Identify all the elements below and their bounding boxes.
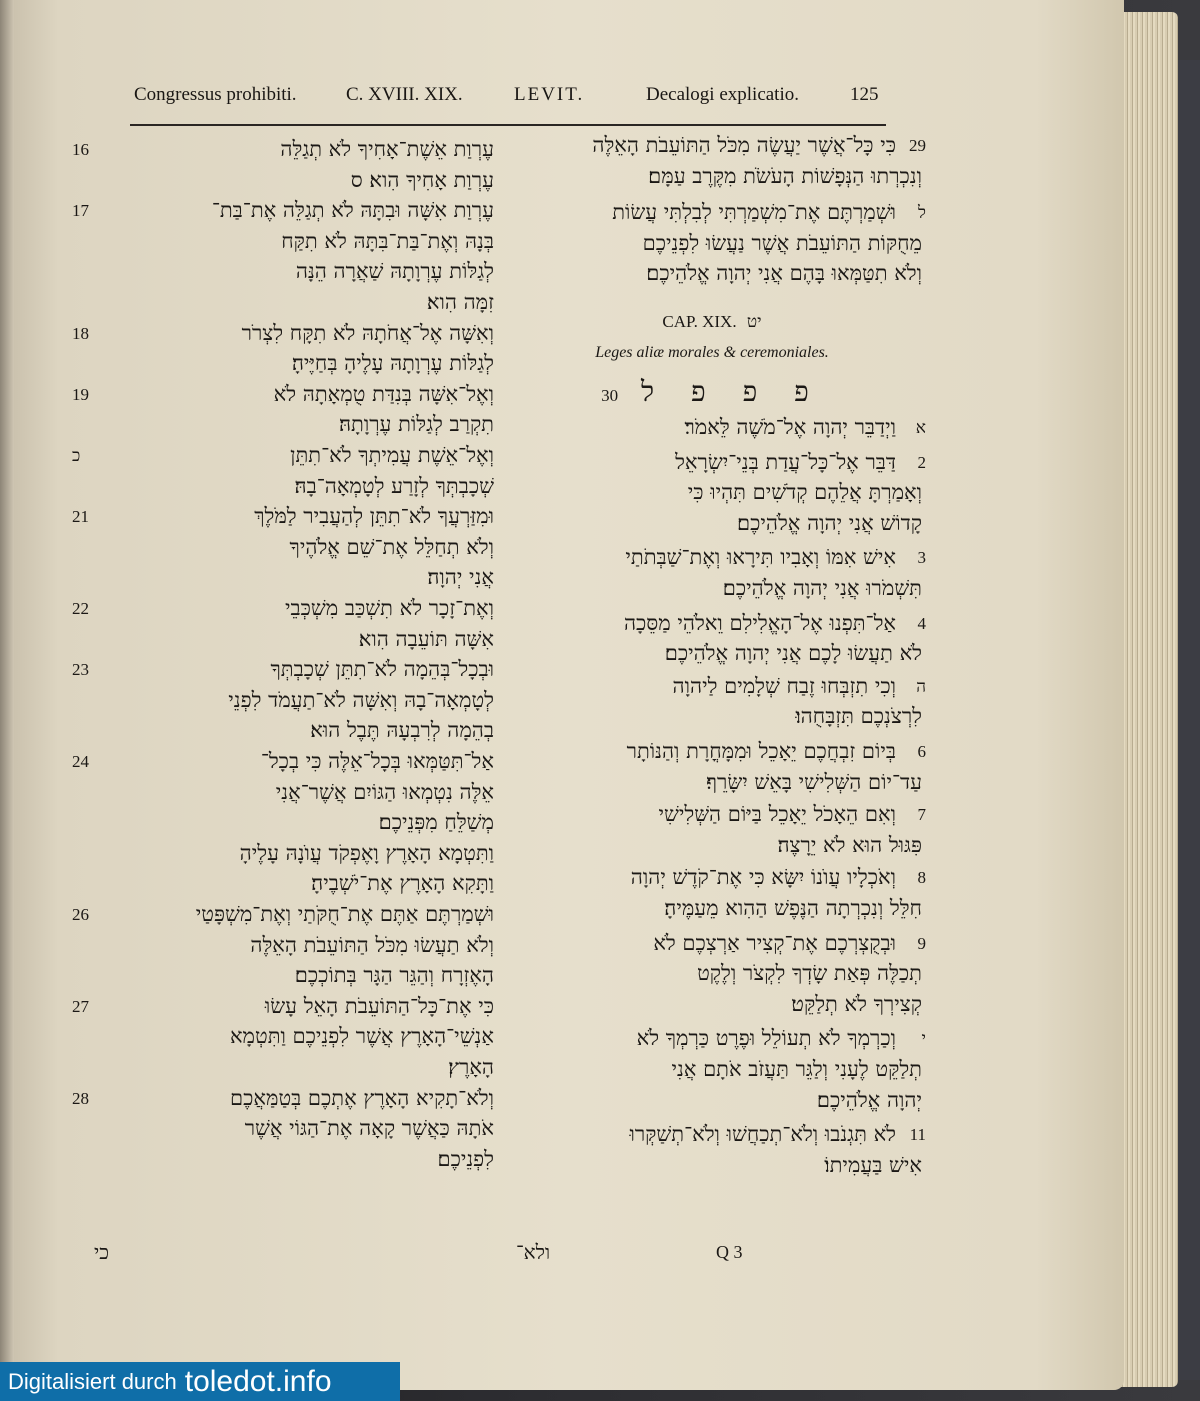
hebrew-line: עֶרְוַת אָחִיךָ הִוא׃ ס xyxy=(350,167,494,192)
hebrew-line: פִּגּוּל הוּא לֹא יֵרָצֶה׃ xyxy=(777,832,922,857)
verse-number: 22 xyxy=(72,599,89,618)
facing-page-edge xyxy=(0,0,14,1401)
verse-number: א xyxy=(915,418,926,437)
hebrew-line: כִּי אֶת־כָּל־הַתּוֹעֵבֹת הָאֵל עָשׂוּ xyxy=(264,993,494,1018)
hebrew-line: וְלֹא תְחַלֵּל אֶת־שֵׁם אֱלֹהֶיךָ xyxy=(289,534,494,559)
verse-number: 26 xyxy=(72,905,89,924)
verse-number: 21 xyxy=(72,507,89,527)
hebrew-line: קְצִירְךָ לֹא תְלַקֵּט׃ xyxy=(791,991,922,1016)
hebrew-line: זִמָּה הִוא׃ xyxy=(426,290,494,314)
hebrew-line: עֶרְוַת אִשָּׁה וּבִתָּהּ לֹא תְגַלֵּה אֶת־בַּת־ xyxy=(211,198,494,223)
verse-number: 28 xyxy=(72,1088,89,1108)
book-page xyxy=(14,0,1124,1390)
verse-number: 8 xyxy=(917,868,926,888)
verse-number: ל xyxy=(918,203,926,223)
hebrew-line: וְאָמַרְתָּ אֲלֵהֶם קְדֹשִׁים תִּהְיוּ כִּי xyxy=(687,480,922,505)
verse-number: כ xyxy=(72,446,81,465)
hebrew-line: תִּשְׁמֹרוּ אֲנִי יְהוָה אֱלֹהֵיכֶם׃ xyxy=(722,576,922,600)
hebrew-line: כִּי כָּל־אֲשֶׁר יַעֲשֶׂה מִכֹּל הַתּוֹעֵבֹת הָאֵלֶּה xyxy=(592,133,896,157)
chapter-title-text: CAP. XIX. xyxy=(662,312,737,331)
chapter-subtitle: Leges aliæ morales & ceremoniales. xyxy=(595,344,829,361)
chapter-hebrew-number: יט xyxy=(746,312,762,331)
header-left-title: Congressus prohibiti. xyxy=(134,84,297,105)
hebrew-line: וְלֹא תַעֲשׂוּ מִכֹּל הַתּוֹעֵבֹת הָאֵלֶּה xyxy=(250,932,494,957)
hebrew-line: דַּבֵּר אֶל־כָּל־עֲדַת בְּנֵי־יִשְׂרָאֵל xyxy=(675,449,896,474)
signature-mark: Q 3 xyxy=(716,1242,743,1262)
verse-number: 29 xyxy=(909,136,926,155)
hebrew-line: אַל־תִּפְנוּ אֶל־הָאֱלִילִם וֵאלֹהֵי מַסֵּכָה xyxy=(623,610,896,635)
hebrew-line: לְגַלּוֹת עֶרְוָתָהּ שַׁאֲרָה הֵנָּה xyxy=(295,259,494,284)
verse-number: 23 xyxy=(72,660,89,680)
verse-number: 24 xyxy=(72,752,89,771)
header-book: LEVIT. xyxy=(514,84,585,105)
watermark-site: toledot.info xyxy=(184,1364,332,1398)
hebrew-line: לִרְצֹנְכֶם תִּזְבָּחֻהוּ׃ xyxy=(795,704,922,729)
hebrew-line: וְאֶל־אֵשֶׁת עֲמִיתְךָ לֹא־תִתֵּן xyxy=(290,443,494,467)
header-chapter: C. XVIII. XIX. xyxy=(346,84,463,105)
hebrew-line: וַתִּטְמָא הָאָרֶץ וָאֶפְקֹד עֲוֺנָהּ עָלֶיהָ xyxy=(239,840,494,865)
hebrew-line: לֹא תַעֲשׂוּ לָכֶם אֲנִי יְהוָה אֱלֹהֵיכֶם׃ xyxy=(664,641,922,666)
hebrew-line: וְלֹא תִטַּמְּאוּ בָּהֶם אֲנִי יְהוָה אֱלֹהֵיכֶם׃ xyxy=(646,261,922,286)
verse-number: י xyxy=(921,1029,926,1049)
verse-number: 18 xyxy=(72,323,89,343)
hebrew-line: לִפְנֵיכֶם׃ xyxy=(437,1146,494,1171)
hebrew-line: וּמִזַּרְעֲךָ לֹא־תִתֵּן לְהַעֲבִיר לַמֹּלֶךְ xyxy=(254,504,494,529)
verse-number: 6 xyxy=(917,742,926,761)
verse-number: 4 xyxy=(917,613,926,633)
verse-number: 19 xyxy=(72,384,89,404)
hebrew-line: עַד־יוֹם הַשְּׁלִישִׁי בָּאֵשׁ יִשָּׂרֵף׃ xyxy=(706,769,922,794)
hebrew-line: בְּנָהּ וְאֶת־בַּת־בִּתָּהּ לֹא תִקַּח xyxy=(281,228,494,253)
hebrew-line: וּשְׁמַרְתֶּם אַתֶּם אֶת־חֻקֹּתַי וְאֶת־מִשְׁפָּטַי xyxy=(195,902,494,926)
hebrew-line: תְכַלֶּה פְּאַת שָׂדְךָ לִקְצֹר וְלֶקֶט xyxy=(697,961,922,986)
hebrew-line: וְאִשָּׁה אֶל־אֲחֹתָהּ לֹא תִקָּח לִצְרֹר xyxy=(241,320,494,345)
hebrew-line: עֶרְוַת אֵשֶׁת־אָחִיךָ לֹא תְגַלֵּה xyxy=(280,137,494,161)
hebrew-line: וּבְקֻצְרְכֶם אֶת־קְצִיר אַרְצְכֶם לֹא xyxy=(653,930,896,955)
hebrew-line: אֹתָהּ כַּאֲשֶׁר קָאָה אֶת־הַגּוֹי אֲשֶׁר xyxy=(244,1116,494,1141)
hebrew-line: וְאֹכְלָיו עֲוֺנוֹ יִשָּׂא כִּי אֶת־קֹדֶשׁ יְהוָה xyxy=(630,865,896,890)
hebrew-line: וְנִכְרְתוּ הַנְּפָשׁוֹת הָעֹשֹׂת מִקֶּרֶב עַמָּם׃ xyxy=(648,163,922,188)
verse-number: 11 xyxy=(909,1125,926,1145)
hebrew-line: וּשְׁמַרְתֶּם אֶת־מִשְׁמַרְתִּי לְבִלְתִּי עֲשׂוֹת xyxy=(612,200,896,225)
parasha-marks xyxy=(502,375,922,409)
hebrew-line: יְהוָה אֱלֹהֵיכֶם׃ xyxy=(816,1087,922,1112)
hebrew-line: וַיְדַבֵּר יְהוָה אֶל־מֹשֶׁה לֵּאמֹר׃ xyxy=(684,415,896,439)
watermark-prefix: Digitalisiert durch xyxy=(8,1368,177,1394)
hebrew-line: חִלֵּל וְנִכְרְתָה הַנֶּפֶשׁ הַהִוא מֵעַמֶּיהָ׃ xyxy=(664,896,922,920)
hebrew-line: וַתָּקִא הָאָרֶץ אֶת־יֹשְׁבֶיהָ׃ xyxy=(311,871,494,896)
hebrew-line: מְשַׁלֵּחַ מִפְּנֵיכֶם׃ xyxy=(378,810,494,835)
verse-number: 16 xyxy=(72,140,89,159)
hebrew-line: לְגַלּוֹת עֶרְוָתָהּ עָלֶיהָ בְּחַיֶּיהָ׃ xyxy=(291,351,494,376)
verse-number: 17 xyxy=(72,201,89,221)
right-column xyxy=(502,130,926,1280)
running-header xyxy=(114,84,894,120)
hebrew-line: וְאֶל־אִשָּׁה בְּנִדַּת טֻמְאָתָהּ לֹא xyxy=(273,381,494,406)
hebrew-line: לֹא תִּגְנֹבוּ וְלֹא־תְכַחֲשׁוּ וְלֹא־תְשַׁקְּרוּ xyxy=(629,1122,896,1147)
digitization-watermark xyxy=(0,1362,400,1401)
hebrew-line: הָאָרֶץ׃ xyxy=(448,1055,494,1079)
parasha-letters: פ פ פ ל xyxy=(641,375,823,408)
header-right-title: Decalogi explicatio. xyxy=(646,84,799,105)
hebrew-line: אֵלֶּה נִטְמְאוּ הַגּוֹיִם אֲשֶׁר־אֲנִי xyxy=(275,779,494,804)
hebrew-line: תִקְרַב לְגַלּוֹת עֶרְוָתָהּ׃ xyxy=(338,412,494,437)
verse-number: 2 xyxy=(917,452,926,472)
catchword-left: כי xyxy=(94,1240,110,1264)
hebrew-line: הָאֶזְרָח וְהַגֵּר הַגָּר בְּתוֹכְכֶם׃ xyxy=(294,963,494,988)
hebrew-line: וְכַרְמְךָ לֹא תְעוֹלֵל וּפֶרֶט כַּרְמְךָ לֹא xyxy=(636,1026,896,1051)
hebrew-line: בְהֵמָה לְרִבְעָהּ תֶּבֶל הוּא׃ xyxy=(310,718,494,743)
page-number: 125 xyxy=(850,84,879,105)
hebrew-line: תְלַקֵּט לֶעָנִי וְלַגֵּר תַּעֲזֹב אֹתָם אֲנִי xyxy=(671,1057,922,1081)
hebrew-line: קָדוֹשׁ אֲנִי יְהוָה אֱלֹהֵיכֶם׃ xyxy=(737,510,922,535)
header-rule xyxy=(130,124,886,126)
verse-number: 7 xyxy=(917,805,926,825)
hebrew-line: אִשָּׁה תּוֹעֵבָה הִוא׃ xyxy=(358,626,494,651)
verse-number: 3 xyxy=(917,548,926,568)
hebrew-line: מֵחֻקּוֹת הַתּוֹעֵבֹת אֲשֶׁר נַעֲשׂוּ לִפְנֵיכֶם xyxy=(642,230,922,255)
hebrew-line: לְטָמְאָה־בָהּ וְאִשָּׁה לֹא־תַעֲמֹד לִפְנֵי xyxy=(228,687,494,712)
catchword-right: ולא־ xyxy=(516,1240,551,1264)
hebrew-line: וְאֶת־זָכָר לֹא תִשְׁכַּב מִשְׁכְּבֵי xyxy=(285,596,494,620)
hebrew-line: אַל־תִּטַּמְּאוּ בְּכָל־אֵלֶּה כִּי בְכָל־ xyxy=(260,749,494,773)
parasha-count: 30 xyxy=(601,386,619,405)
hebrew-line: בְּיוֹם זִבְחֲכֶם יֵאָכֵל וּמִמָּחֳרָת וְהַנּוֹתָר xyxy=(626,739,896,763)
hebrew-line: אַנְשֵׁי־הָאָרֶץ אֲשֶׁר לִפְנֵיכֶם וַתִּטְמָא xyxy=(229,1024,494,1049)
hebrew-line: וְאִם הֵאָכֹל יֵאָכֵל בַּיּוֹם הַשְּׁלִישִׁי xyxy=(658,802,896,827)
chapter-title xyxy=(502,312,922,332)
hebrew-line: אִישׁ בַּעֲמִיתוֹ׃ xyxy=(824,1152,922,1177)
hebrew-line: וְלֹא־תָקִיא הָאָרֶץ אֶתְכֶם בְּטַמַּאֲכֶם xyxy=(230,1085,494,1110)
page-stack-edge xyxy=(1120,12,1178,1387)
hebrew-line: אֲנִי יְהוָה׃ xyxy=(427,565,494,590)
verse-number: 9 xyxy=(917,933,926,953)
verse-number: 27 xyxy=(72,996,89,1016)
hebrew-line: שְׁכָבְתְּךָ לְזָרַע לְטָמְאָה־בָהּ׃ xyxy=(294,473,494,498)
left-column xyxy=(74,130,494,1280)
hebrew-line: וְכִי תִזְבְּחוּ זֶבַח שְׁלָמִים לַיהוָה xyxy=(672,673,896,698)
verse-number: ה xyxy=(916,676,926,696)
hebrew-line: וּבְכָל־בְּהֵמָה לֹא־תִתֵּן שְׁכָבְתְּךָ xyxy=(270,657,494,682)
hebrew-line: אִישׁ אִמּוֹ וְאָבִיו תִּירָאוּ וְאֶת־שַׁבְּתֹתַי xyxy=(625,545,896,570)
